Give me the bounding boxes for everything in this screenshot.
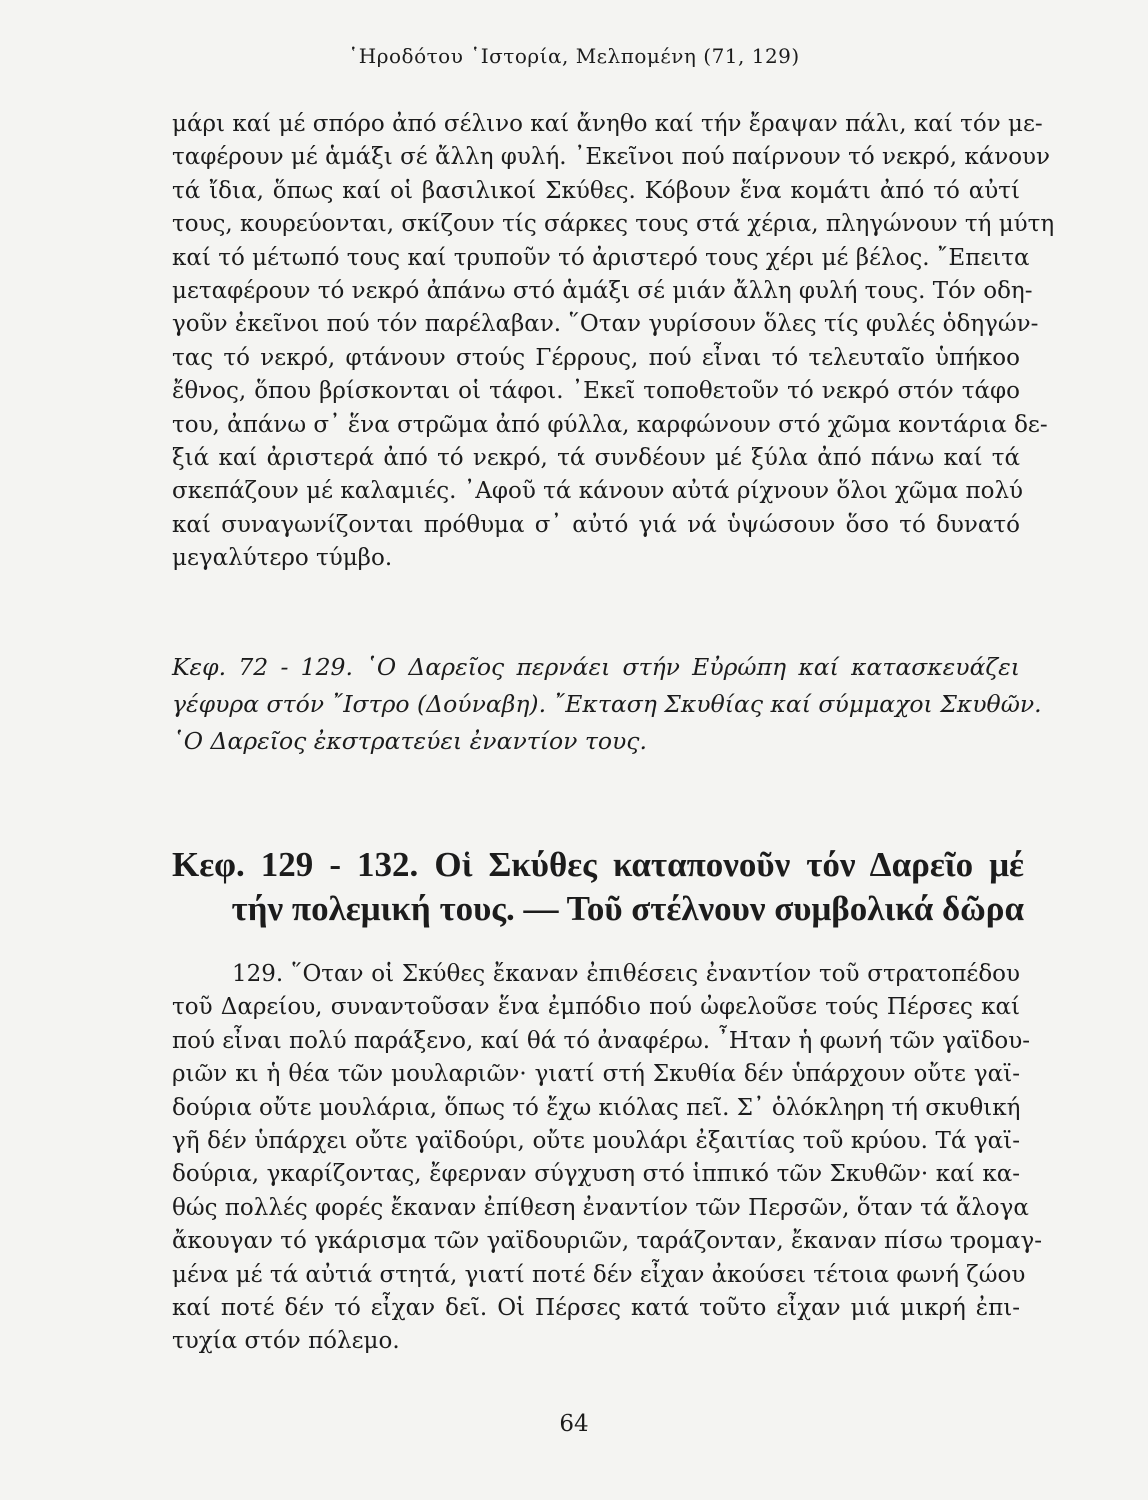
body-paragraph-1 [172,108,1055,576]
summary-line: Κεφ. 72 - 129. ῾Ο Δαρεῖος περνάει στήν Εὐρώπη καί κατασκευάζει [172,653,1020,681]
text-line: μένα μέ τά αὐτιά στητά, γιατί ποτέ δέν εἶχαν ἀκούσει τέτοια φωνή ζώου [172,1261,1026,1288]
summary-line: ῾Ο Δαρεῖος ἐκστρατεύει ἐναντίον τους. [172,727,647,755]
text-line: ἔθνος, ὅπου βρίσκονται οἱ τάφοι. ᾿Εκεῖ τοποθετοῦν τό νεκρό στόν τάφο [172,378,1020,405]
text-line: ξιά καί ἀριστερά ἀπό τό νεκρό, τά συνδέουν μέ ξύλα ἀπό πάνω καί τά [172,445,1020,472]
text-line: καί ποτέ δέν τό εἶχαν δεῖ. Οἱ Πέρσες κατά τοῦτο εἶχαν μιά μικρή ἐπι- [172,1295,1020,1322]
text-line: γοῦν ἐκεῖνοι πού τόν παρέλαβαν. ῞Οταν γυρίσουν ὅλες τίς φυλές ὁδηγών- [172,311,1039,338]
text-line: τας τό νεκρό, φτάνουν στούς Γέρρους, πού εἶναι τό τελευταῖο ὑπήκοο [172,344,1020,371]
body-paragraph-2 [172,958,1043,1359]
text-line: τους, κουρεύονται, σκίζουν τίς σάρκες τους στά χέρια, πληγώνουν τή μύτη [172,211,1055,238]
text-line: σκεπάζουν μέ καλαμιές. ᾿Αφοῦ τά κάνουν αὐτά ρίχνουν ὅλοι χῶμα πολύ [172,478,1023,505]
text-line: καί συναγωνίζονται πρόθυμα σ᾿ αὐτό γιά νά ὑψώσουν ὅσο τό δυνατό [172,511,1020,538]
chapter-summary [172,649,1042,760]
text-line: ριῶν κι ἡ θέα τῶν μουλαριῶν· γιατί στή Σκυθία δέν ὑπάρχουν οὔτε γαϊ- [172,1061,1020,1088]
text-line: μεταφέρουν τό νεκρό ἀπάνω στό ἁμάξι σέ μιάν ἄλλη φυλή τους. Τόν οδη- [172,278,1033,305]
section-heading [172,843,1024,931]
text-line: μεγαλύτερο τύμβο. [172,545,393,572]
text-line: μάρι καί μέ σπόρο ἀπό σέλινο καί ἄνηθο καί τήν ἔραψαν πάλι, καί τόν με- [172,111,1043,137]
heading-line: τήν πολεμική τους. — Τοῦ στέλνουν συμβολικά δῶρα [231,889,1024,928]
text-line: ἄκουγαν τό γκάρισμα τῶν γαϊδουριῶν, ταράζονταν, ἔκαναν πίσω τρομαγ- [172,1228,1043,1255]
summary-line: γέφυρα στόν ῎Ιστρο (Δούναβη). ῎Εκταση Σκυθίας καί σύμμαχοι Σκυθῶν. [172,690,1042,718]
text-line: καί τό μέτωπό τους καί τρυποῦν τό ἀριστερό τους χέρι μέ βέλος. ῎Επειτα [172,244,1030,271]
text-line: τοῦ Δαρείου, συναντοῦσαν ἕνα ἐμπόδιο πού ὠφελοῦσε τούς Πέρσες καί [172,994,1020,1021]
text-line: θώς πολλές φορές ἔκαναν ἐπίθεση ἐναντίον τῶν Περσῶν, ὅταν τά ἄλογα [172,1194,1029,1221]
text-line: τυχία στόν πόλεμο. [172,1328,400,1355]
text-line: ταφέρουν μέ ἁμάξι σέ ἄλλη φυλή. ᾿Εκεῖνοι πού παίρνουν τό νεκρό, κάνουν [172,144,1051,171]
text-line: γῆ δέν ὑπάρχει οὔτε γαϊδούρι, οὔτε μουλάρι ἐξαιτίας τοῦ κρύου. Τά γαϊ- [172,1128,1020,1155]
text-line: δούρια, γκαρίζοντας, ἔφερναν σύγχυση στό ἱππικό τῶν Σκυθῶν· καί κα- [172,1161,1020,1188]
page-number: 64 [559,1411,589,1437]
running-head: ῾Ηροδότου ῾Ιστορία, Μελπομένη (71, 129) [348,44,800,68]
text-line: του, ἀπάνω σ᾿ ἕνα στρῶμα ἀπό φύλλα, καρφώνουν στό χῶμα κοντάρια δε- [172,411,1048,438]
heading-line: Κεφ. 129 - 132. Οἱ Σκύθες καταπονοῦν τόν Δαρεῖο μέ [172,845,1024,884]
text-line: τά ἴδια, ὅπως καί οἱ βασιλικοί Σκύθες. Κόβουν ἕνα κομάτι ἀπό τό αὐτί [172,177,1020,204]
text-line: πού εἶναι πολύ παράξενο, καί θά τό ἀναφέρω. ῏Ηταν ἡ φωνή τῶν γαϊδου- [172,1027,1031,1054]
text-line: δούρια οὔτε μουλάρια, ὅπως τό ἔχω κιόλας πεῖ. Σ᾿ ὁλόκληρη τή σκυθική [172,1094,1021,1121]
text-line: 129. ῞Οταν οἱ Σκύθες ἔκαναν ἐπιθέσεις ἐναντίον τοῦ στρατοπέδου [232,961,1020,987]
